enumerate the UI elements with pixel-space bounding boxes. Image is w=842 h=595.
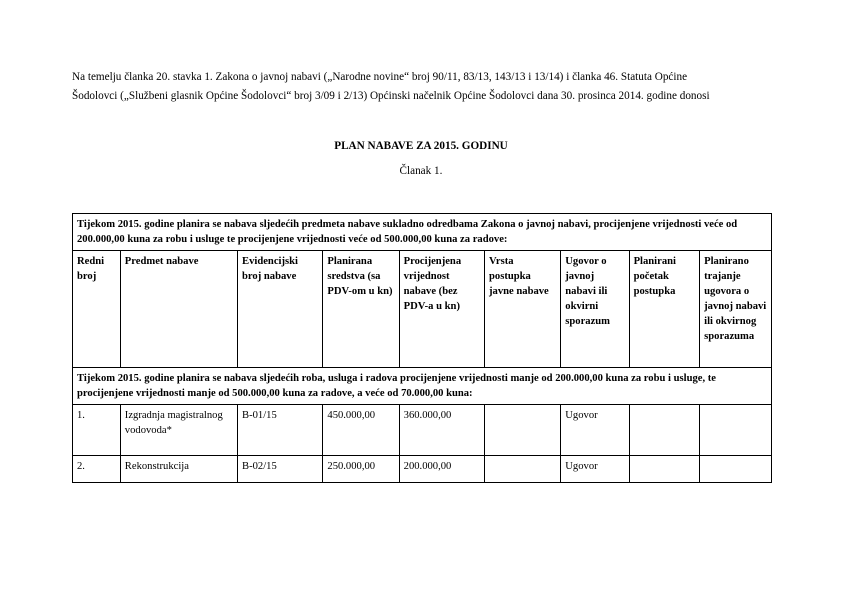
row-procedure [485, 456, 561, 483]
article-heading: Članak 1. [399, 165, 443, 177]
header-cell: Evidencijski broj nabave [238, 251, 323, 368]
header-cell: Planirano trajanje ugovora o javnoj nabavi ili okvirnog sporazuma [700, 251, 772, 368]
row-planned-funds: 450.000,00 [323, 405, 399, 456]
row-reference: B-01/15 [238, 405, 323, 456]
row-procedure [485, 405, 561, 456]
procurement-plan-table [72, 213, 772, 483]
row-duration [700, 456, 772, 483]
row-subject: Rekonstrukcija [120, 456, 237, 483]
header-cell: Planirani početak postupka [629, 251, 700, 368]
row-planned-funds: 250.000,00 [323, 456, 399, 483]
header-cell: Vrsta postupka javne nabave [485, 251, 561, 368]
header-cell: Predmet nabave [120, 251, 237, 368]
row-start [629, 405, 700, 456]
row-number: 2. [73, 456, 121, 483]
row-start [629, 456, 700, 483]
header-cell: Ugovor o javnoj nabavi ili okvirni sporazum [561, 251, 629, 368]
row-subject: Izgradnja magistralnog vodovoda* [120, 405, 237, 456]
row-number: 1. [73, 405, 121, 456]
row-reference: B-02/15 [238, 456, 323, 483]
header-cell: Redni broj [73, 251, 121, 368]
header-cell: Planirana sredstva (sa PDV-om u kn) [323, 251, 399, 368]
table-header-row [73, 251, 772, 368]
intro-line-1: Na temelju članka 20. stavka 1. Zakona o javnoj nabavi („Narodne novine“ broj 90/11, 83/13, 143/13 i 13/14) i članka 46. Statuta Općine [72, 71, 688, 83]
header-cell: Procijenjena vrijednost nabave (bez PDV-a u kn) [399, 251, 484, 368]
table-intro-below: Tijekom 2015. godine planira se nabava sljedećih roba, usluga i radova procijenjene vrijednosti manje od 200.000,00 kuna za robu i usluge, te procijenjene vrijednosti manje od 500.000,00 kuna za radove, a veće od 70.000,00 kuna: [73, 368, 772, 405]
table-intro-above: Tijekom 2015. godine planira se nabava sljedećih predmeta nabave sukladno odredbama Zakona o javnoj nabavi, procijenjene vrijednosti veće od 200.000,00 kuna za robu i usluge te procijenjene vrijednosti veće od 500.000,00 kuna za radove: [73, 214, 772, 251]
row-duration [700, 405, 772, 456]
document-title: PLAN NABAVE ZA 2015. GODINU [334, 140, 508, 152]
row-contract-type: Ugovor [561, 405, 629, 456]
intro-paragraph [72, 68, 772, 106]
table-row [73, 405, 772, 456]
table-row [73, 456, 772, 483]
row-estimated-value: 360.000,00 [399, 405, 484, 456]
row-contract-type: Ugovor [561, 456, 629, 483]
intro-line-2: Šodolovci („Službeni glasnik Općine Šodolovci“ broj 3/09 i 2/13) Općinski načelnik Općine Šodolovci dana 30. prosinca 2014. godine donosi [72, 90, 710, 102]
row-estimated-value: 200.000,00 [399, 456, 484, 483]
